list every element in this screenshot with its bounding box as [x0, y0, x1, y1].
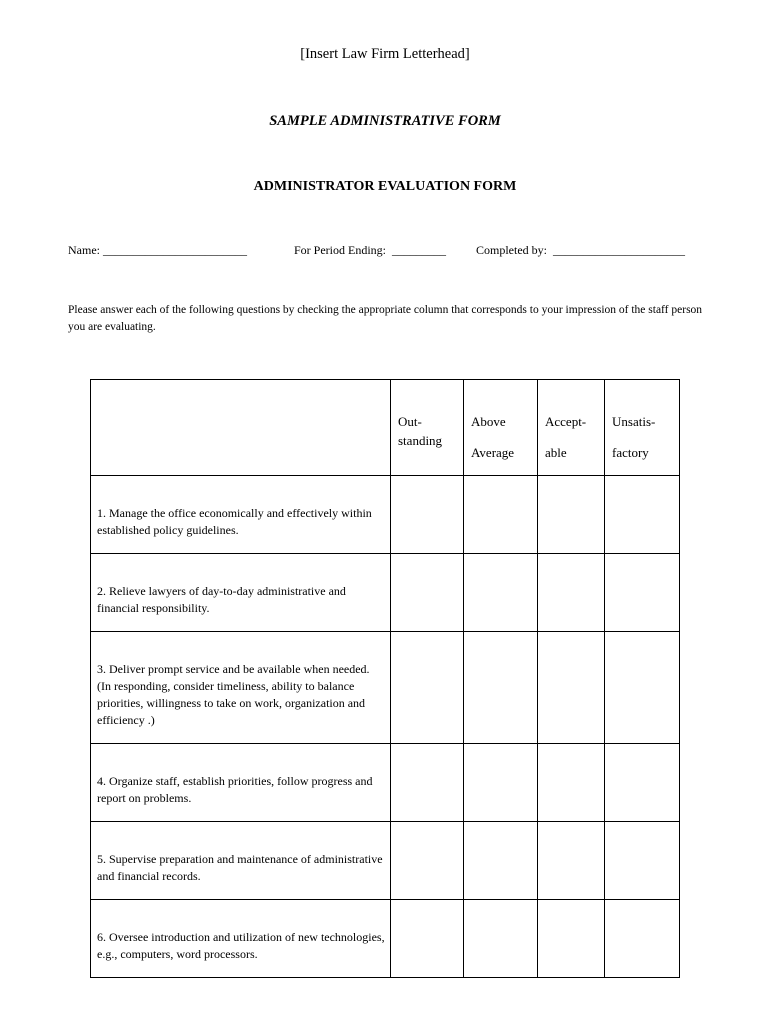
rating-cell-above-average[interactable] — [464, 744, 538, 822]
rating-cell-above-average[interactable] — [464, 822, 538, 900]
question-text: 1. Manage the office economically and effectively within established policy guidelines. — [97, 506, 372, 537]
question-cell — [91, 476, 391, 554]
page-title: ADMINISTRATOR EVALUATION FORM — [253, 179, 517, 194]
rating-cell-above-average[interactable] — [464, 554, 538, 632]
table-row — [91, 744, 680, 822]
column-header-line: Accept- — [545, 414, 587, 429]
table-row — [91, 554, 680, 632]
question-cell — [91, 900, 391, 978]
rating-cell-unsatisfactory[interactable] — [605, 822, 680, 900]
evaluation-table — [90, 379, 680, 978]
column-header-above-average — [464, 380, 538, 476]
header-blank-cell — [91, 380, 391, 476]
question-text: 3. Deliver prompt service and be available when needed. (In responding, consider timeliness, ability to balance priorities, willingness to take on work, organization and efficiency .) — [97, 662, 370, 727]
rating-cell-outstanding[interactable] — [391, 554, 464, 632]
rating-cell-outstanding[interactable] — [391, 476, 464, 554]
column-header-line: standing — [398, 433, 443, 448]
table-row — [91, 476, 680, 554]
rating-cell-unsatisfactory[interactable] — [605, 744, 680, 822]
question-text: 6. Oversee introduction and utilization of new technologies, e.g., computers, word processors. — [97, 930, 385, 961]
instructions-text: Please answer each of the following questions by checking the appropriate column that corresponds to your impression of the staff person you are evaluating. — [68, 304, 703, 333]
question-cell — [91, 822, 391, 900]
rating-cell-unsatisfactory[interactable] — [605, 476, 680, 554]
period-ending-field[interactable]: For Period Ending: _________ — [294, 243, 446, 257]
rating-cell-acceptable[interactable] — [538, 900, 605, 978]
rating-cell-unsatisfactory[interactable] — [605, 554, 680, 632]
column-header-line: Average — [471, 445, 515, 460]
column-header-acceptable — [538, 380, 605, 476]
rating-cell-acceptable[interactable] — [538, 632, 605, 744]
rating-cell-outstanding[interactable] — [391, 744, 464, 822]
column-header-outstanding — [391, 380, 464, 476]
rating-cell-outstanding[interactable] — [391, 900, 464, 978]
rating-cell-unsatisfactory[interactable] — [605, 632, 680, 744]
rating-cell-acceptable[interactable] — [538, 476, 605, 554]
rating-cell-outstanding[interactable] — [391, 822, 464, 900]
column-header-unsatisfactory — [605, 380, 680, 476]
column-header-line: factory — [612, 445, 649, 460]
question-text: 2. Relieve lawyers of day-to-day administrative and financial responsibility. — [97, 584, 346, 615]
table-row — [91, 632, 680, 744]
column-header-line: Out- — [398, 414, 422, 429]
table-row — [91, 900, 680, 978]
rating-cell-acceptable[interactable] — [538, 744, 605, 822]
column-header-line: Unsatis- — [612, 414, 656, 429]
column-header-line: able — [545, 445, 567, 460]
letterhead-placeholder: [Insert Law Firm Letterhead] — [300, 46, 470, 62]
rating-cell-above-average[interactable] — [464, 900, 538, 978]
rating-cell-above-average[interactable] — [464, 476, 538, 554]
question-text: 4. Organize staff, establish priorities, follow progress and report on problems. — [97, 774, 373, 805]
rating-cell-acceptable[interactable] — [538, 822, 605, 900]
sample-form-title: SAMPLE ADMINISTRATIVE FORM — [269, 113, 501, 129]
completed-by-field[interactable]: Completed by: ______________________ — [476, 243, 685, 257]
table-row — [91, 822, 680, 900]
question-cell — [91, 632, 391, 744]
rating-cell-outstanding[interactable] — [391, 632, 464, 744]
rating-cell-above-average[interactable] — [464, 632, 538, 744]
rating-cell-unsatisfactory[interactable] — [605, 900, 680, 978]
rating-cell-acceptable[interactable] — [538, 554, 605, 632]
column-header-line: Above — [471, 414, 506, 429]
table-header-row — [91, 380, 680, 476]
question-cell — [91, 554, 391, 632]
name-field[interactable]: Name: ________________________ — [68, 243, 247, 257]
question-cell — [91, 744, 391, 822]
question-text: 5. Supervise preparation and maintenance of administrative and financial records. — [97, 852, 383, 883]
